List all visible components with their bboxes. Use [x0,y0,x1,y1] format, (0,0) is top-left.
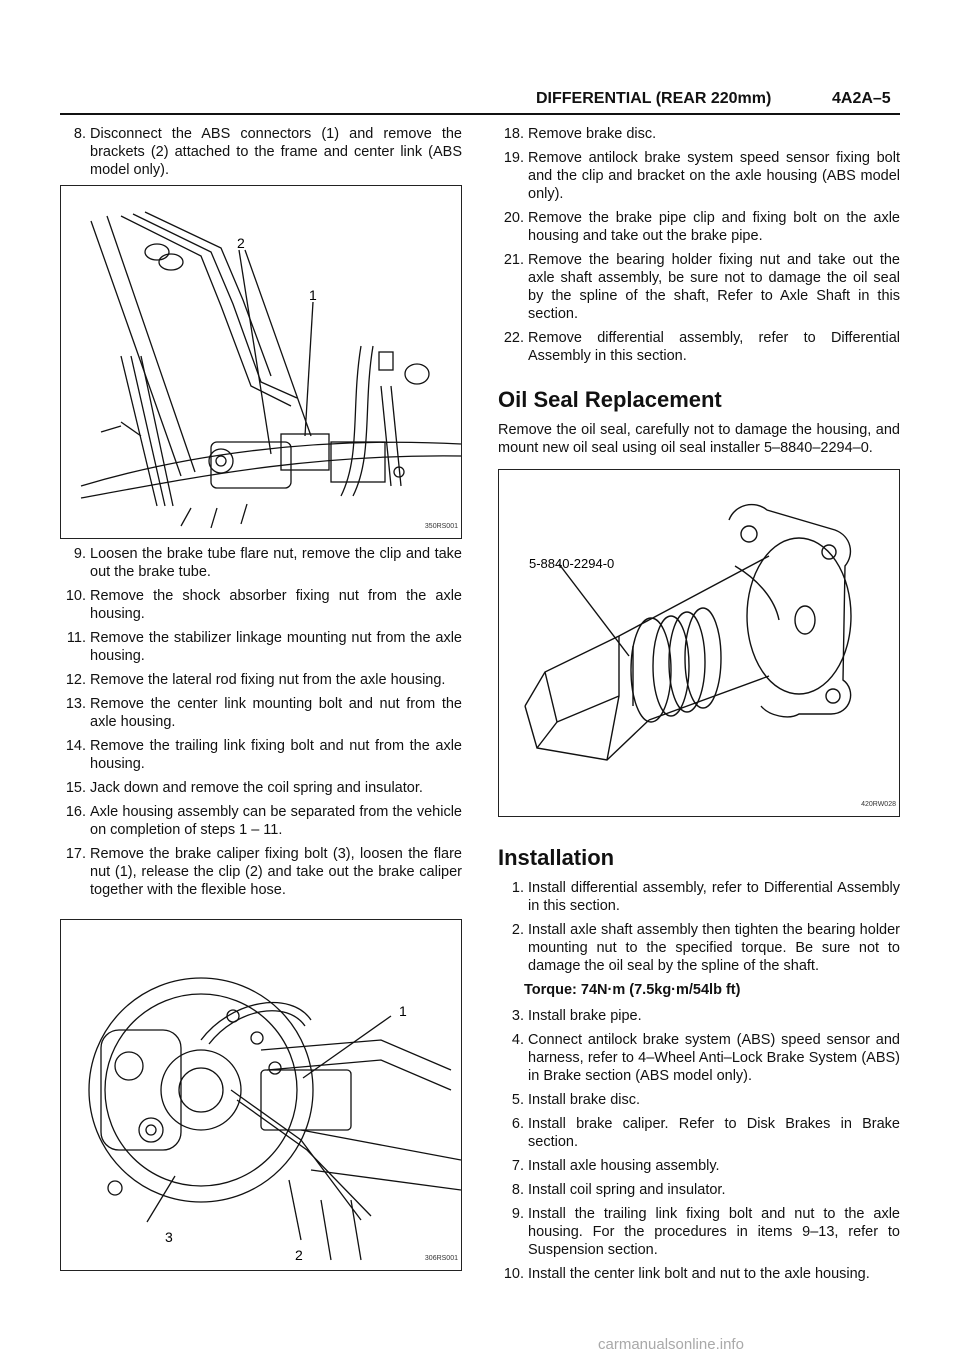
step-number: 3. [511,1008,524,1024]
step-text: Install brake caliper. Refer to Disk Brakes in Brake section. [528,1116,900,1150]
step-number: 6. [511,1116,524,1132]
step-item [498,329,900,365]
step-text: Install coil spring and insulator. [528,1182,726,1198]
step-number: 13. [65,696,86,712]
step-list [60,545,462,899]
step-item [60,125,462,179]
step-item [498,251,900,323]
oil-seal-paragraph: Remove the oil seal, carefully not to damage the housing, and mount new oil seal using oil seal installer 5–8840–2294–0. [498,422,900,456]
page-header-title: DIFFERENTIAL (REAR 220mm) [536,90,772,107]
step-text: Connect antilock brake system (ABS) speed sensor and harness, refer to 4–Wheel Anti–Lock Brake System (ABS) in Brake section (ABS model only). [528,1032,900,1084]
step-item [60,629,462,665]
step-item [60,803,462,839]
figure-oil-seal-installer [498,469,900,817]
step-number: 8. [511,1182,524,1198]
figure-brake-caliper [60,919,462,1271]
step-item [498,1031,900,1085]
right-column [498,125,900,1289]
page-number: 4A2A–5 [832,90,891,107]
step-number: 12. [65,672,86,688]
step-number: 5. [511,1092,524,1108]
step-text: Remove the center link mounting bolt and nut from the axle housing. [90,696,462,730]
watermark: carmanualsonline.info [598,1336,744,1353]
step-number: 21. [503,252,524,268]
figure1-code: 350RS001 [424,523,458,530]
step-number: 7. [511,1158,524,1174]
step-text: Install axle housing assembly. [528,1158,720,1174]
section-heading-oil-seal: Oil Seal Replacement [498,387,722,412]
step-text: Axle housing assembly can be separated from the vehicle on completion of steps 1 – 11. [90,804,462,838]
step-number: 9. [511,1206,524,1222]
figure-abs-connectors [60,185,462,539]
step-item [498,921,900,975]
figure1-callout-2: 2 [237,235,245,251]
step-text: Jack down and remove the coil spring and insulator. [90,780,423,796]
step-number: 18. [503,126,524,142]
step-text: Remove the lateral rod fixing nut from the axle housing. [90,672,446,688]
step-item [498,1157,900,1175]
left-column [60,125,462,1277]
step-text: Remove the trailing link fixing bolt and nut from the axle housing. [90,738,462,772]
section-heading-installation: Installation [498,845,615,870]
step-item [498,1115,900,1151]
step-text: Install axle shaft assembly then tighten the bearing holder mounting nut to the specified torque. Be sure not to damage the oil seal by the spline of the shaft. [528,922,900,974]
step-list [60,125,462,179]
figure2-callout-2: 2 [295,1247,303,1263]
step-text: Install differential assembly, refer to Differential Assembly in this section. [528,880,900,914]
step-number: 10. [65,588,86,604]
step-number: 20. [503,210,524,226]
figure2-callout-3: 3 [165,1229,173,1245]
oil-seal-installer-illustration [499,470,899,816]
figure3-code: 420RW028 [861,801,896,808]
step-item [498,1265,900,1283]
step-text: Disconnect the ABS connectors (1) and remove the brackets (2) attached to the frame and center link (ABS model only). [90,126,462,178]
step-text: Install the center link bolt and nut to the axle housing. [528,1266,870,1282]
figure1-callout-1: 1 [309,287,317,303]
step-item [60,671,462,689]
step-text: Remove antilock brake system speed sensor fixing bolt and the clip and bracket on the axle housing (ABS model only). [528,150,900,202]
header-rule [60,113,900,115]
step-number: 11. [66,630,86,646]
brake-caliper-illustration [61,920,461,1270]
step-item [60,587,462,623]
step-item [60,737,462,773]
step-item [60,845,462,899]
figure3-tool-label: 5-8840-2294-0 [529,556,615,571]
step-text: Install the trailing link fixing bolt and nut to the axle housing. For the procedures in items 9–13, refer to Suspension section. [528,1206,900,1258]
step-number: 4. [511,1032,524,1048]
step-number: 9. [73,546,86,562]
step-number: 1. [511,880,524,896]
step-item [60,779,462,797]
step-item [498,125,900,143]
step-number: 19. [503,150,524,166]
step-number: 2. [511,922,524,938]
step-item [498,149,900,203]
step-text: Install brake pipe. [528,1008,642,1024]
step-number: 16. [65,804,86,820]
step-list [498,879,900,975]
torque-spec: Torque: 74N·m (7.5kg·m/54lb ft) [524,982,741,998]
step-item [498,1091,900,1109]
step-text: Remove the brake caliper fixing bolt (3), loosen the flare nut (1), release the clip (2) and take out the brake caliper together with the flexible hose. [90,846,462,898]
step-item [498,1181,900,1199]
step-item [498,1205,900,1259]
step-text: Remove the brake pipe clip and fixing bolt on the axle housing and take out the brake pipe. [528,210,900,244]
step-text: Remove the shock absorber fixing nut from the axle housing. [90,588,462,622]
step-text: Remove the stabilizer linkage mounting nut from the axle housing. [90,630,462,664]
step-item [60,695,462,731]
figure2-code: 306RS001 [424,1255,458,1262]
step-number: 15. [65,780,86,796]
step-text: Remove the bearing holder fixing nut and take out the axle shaft assembly, be sure not to damage the oil seal by the spline of the shaft, Refer to Axle Shaft in this section. [528,252,900,322]
abs-connector-illustration [61,186,461,538]
step-text: Loosen the brake tube flare nut, remove the clip and take out the brake tube. [90,546,462,580]
step-text: Remove differential assembly, refer to Differential Assembly in this section. [528,330,900,364]
figure2-callout-1: 1 [399,1003,407,1019]
step-number: 22. [503,330,524,346]
step-number: 17. [65,846,86,862]
step-number: 8. [73,126,86,142]
step-text: Install brake disc. [528,1092,641,1108]
step-item [498,1007,900,1025]
step-number: 14. [65,738,86,754]
step-item [498,209,900,245]
step-item [498,879,900,915]
step-number: 10. [503,1266,524,1282]
step-item [60,545,462,581]
step-list [498,125,900,365]
step-list [498,1007,900,1283]
step-text: Remove brake disc. [528,126,657,142]
